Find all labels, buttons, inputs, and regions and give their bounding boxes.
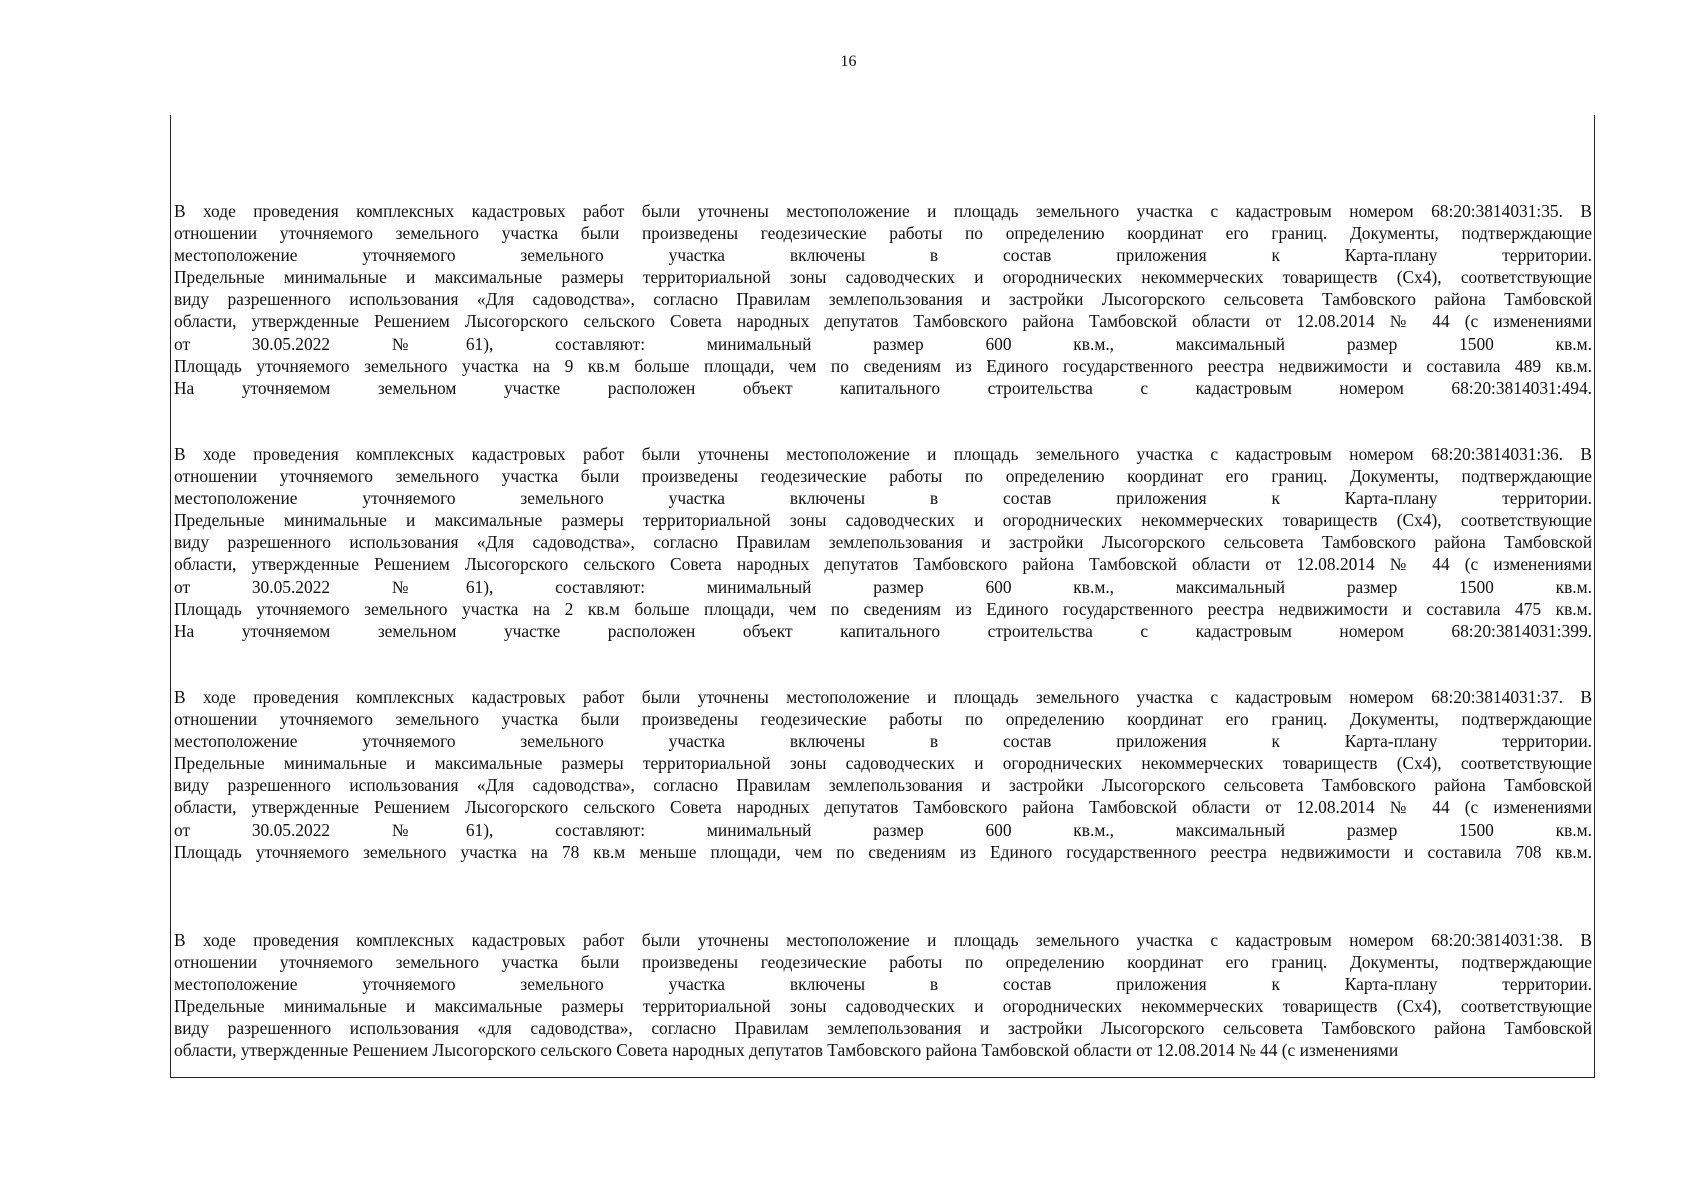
paragraph-line: области, утвержденные Решением Лысогорского сельского Совета народных депутатов Тамбовского района Тамбовской области от 12.08.2014 № 44 (с изменениями xyxy=(174,1040,1399,1061)
paragraph-line: Площадь уточняемого земельного участка на 2 кв.м больше площади, чем по сведениям из Единого государственного реестра недвижимости и составила 475 кв.м. xyxy=(174,598,1592,619)
paragraph-line: виду разрешенного использования «для садоводства», согласно Правилам землепользования и застройки Лысогорского сельсовета Тамбовского района Тамбовской xyxy=(174,1018,1592,1039)
paragraph-line: В ходе проведения комплексных кадастровых работ были уточнены местоположение и площадь земельного участка с кадастровым номером 68:20:3814031:35. В xyxy=(174,201,1592,221)
paragraph-line: отношении уточняемого земельного участка были произведены геодезические работы по определению координат его границ. Документы, подтверждающие xyxy=(174,223,1592,244)
page-number: 16 xyxy=(840,53,857,70)
parcel-paragraph xyxy=(174,443,1592,642)
paragraph-line: от 30.05.2022 №61), составляют: минимальный размер 600 кв.м., максимальный размер 1500 кв.м. xyxy=(174,576,1592,597)
paragraph-line: отношении уточняемого земельного участка были произведены геодезические работы по определению координат его границ. Документы, подтверждающие xyxy=(174,952,1592,973)
paragraph-line: местоположение уточняемого земельного участка включены в состав приложения к Карта-плану территории. xyxy=(174,974,1592,995)
paragraph-line: В ходе проведения комплексных кадастровых работ были уточнены местоположение и площадь земельного участка с кадастровым номером 68:20:3814031:37. В xyxy=(174,687,1592,707)
parcel-paragraph xyxy=(174,200,1592,399)
paragraph-line: от 30.05.2022 №61), составляют: минимальный размер 600 кв.м., максимальный размер 1500 кв.м. xyxy=(174,819,1592,840)
paragraph-line: На уточняемом земельном участке расположен объект капитального строительства с кадастровым номером 68:20:3814031:399. xyxy=(174,620,1592,641)
paragraph-line: Предельные минимальные и максимальные размеры территориальной зоны садоводческих и огороднических некоммерческих товариществ (Сх4), соответствующие xyxy=(174,267,1592,288)
paragraph-line: местоположение уточняемого земельного участка включены в состав приложения к Карта-плану территории. xyxy=(174,488,1592,509)
paragraph-line: от 30.05.2022 №61), составляют: минимальный размер 600 кв.м., максимальный размер 1500 кв.м. xyxy=(174,333,1592,354)
parcel-paragraph xyxy=(174,686,1592,863)
paragraph-line: виду разрешенного использования «Для садоводства», согласно Правилам землепользования и застройки Лысогорского сельсовета Тамбовского района Тамбовской xyxy=(174,289,1592,310)
paragraph-line: В ходе проведения комплексных кадастровых работ были уточнены местоположение и площадь земельного участка с кадастровым номером 68:20:3814031:38. В xyxy=(174,930,1592,950)
paragraph-line: Площадь уточняемого земельного участка на 9 кв.м больше площади, чем по сведениям из Единого государственного реестра недвижимости и составила 489 кв.м. xyxy=(174,355,1592,376)
paragraph-line: Площадь уточняемого земельного участка на 78 кв.м меньше площади, чем по сведениям из Единого государственного реестра недвижимости и составила 708 кв.м. xyxy=(174,841,1592,862)
paragraph-line: Предельные минимальные и максимальные размеры территориальной зоны садоводческих и огороднических некоммерческих товариществ (Сх4), соответствующие xyxy=(174,510,1592,531)
table-frame xyxy=(170,115,1595,1078)
paragraph-line: области, утвержденные Решением Лысогорского сельского Совета народных депутатов Тамбовского района Тамбовской области от 12.08.2014 № 44 (с изменениями xyxy=(174,554,1592,575)
paragraph-line: области, утвержденные Решением Лысогорского сельского Совета народных депутатов Тамбовского района Тамбовской области от 12.08.2014 № 44 (с изменениями xyxy=(174,797,1592,818)
paragraph-line: Предельные минимальные и максимальные размеры территориальной зоны садоводческих и огороднических некоммерческих товариществ (Сх4), соответствующие xyxy=(174,996,1592,1017)
paragraph-line: области, утвержденные Решением Лысогорского сельского Совета народных депутатов Тамбовского района Тамбовской области от 12.08.2014 № 44 (с изменениями xyxy=(174,311,1592,332)
paragraph-line: виду разрешенного использования «Для садоводства», согласно Правилам землепользования и застройки Лысогорского сельсовета Тамбовского района Тамбовской xyxy=(174,532,1592,553)
paragraph-line: виду разрешенного использования «Для садоводства», согласно Правилам землепользования и застройки Лысогорского сельсовета Тамбовского района Тамбовской xyxy=(174,775,1592,796)
paragraph-line: В ходе проведения комплексных кадастровых работ были уточнены местоположение и площадь земельного участка с кадастровым номером 68:20:3814031:36. В xyxy=(174,444,1592,464)
paragraph-line: На уточняемом земельном участке расположен объект капитального строительства с кадастровым номером 68:20:3814031:494. xyxy=(174,377,1592,398)
paragraph-line: отношении уточняемого земельного участка были произведены геодезические работы по определению координат его границ. Документы, подтверждающие xyxy=(174,466,1592,487)
paragraph-line: отношении уточняемого земельного участка были произведены геодезические работы по определению координат его границ. Документы, подтверждающие xyxy=(174,709,1592,730)
paragraph-line: местоположение уточняемого земельного участка включены в состав приложения к Карта-плану территории. xyxy=(174,245,1592,266)
paragraph-line: местоположение уточняемого земельного участка включены в состав приложения к Карта-плану территории. xyxy=(174,731,1592,752)
parcel-paragraph xyxy=(174,929,1592,1062)
paragraph-line: Предельные минимальные и максимальные размеры территориальной зоны садоводческих и огороднических некоммерческих товариществ (Сх4), соответствующие xyxy=(174,753,1592,774)
